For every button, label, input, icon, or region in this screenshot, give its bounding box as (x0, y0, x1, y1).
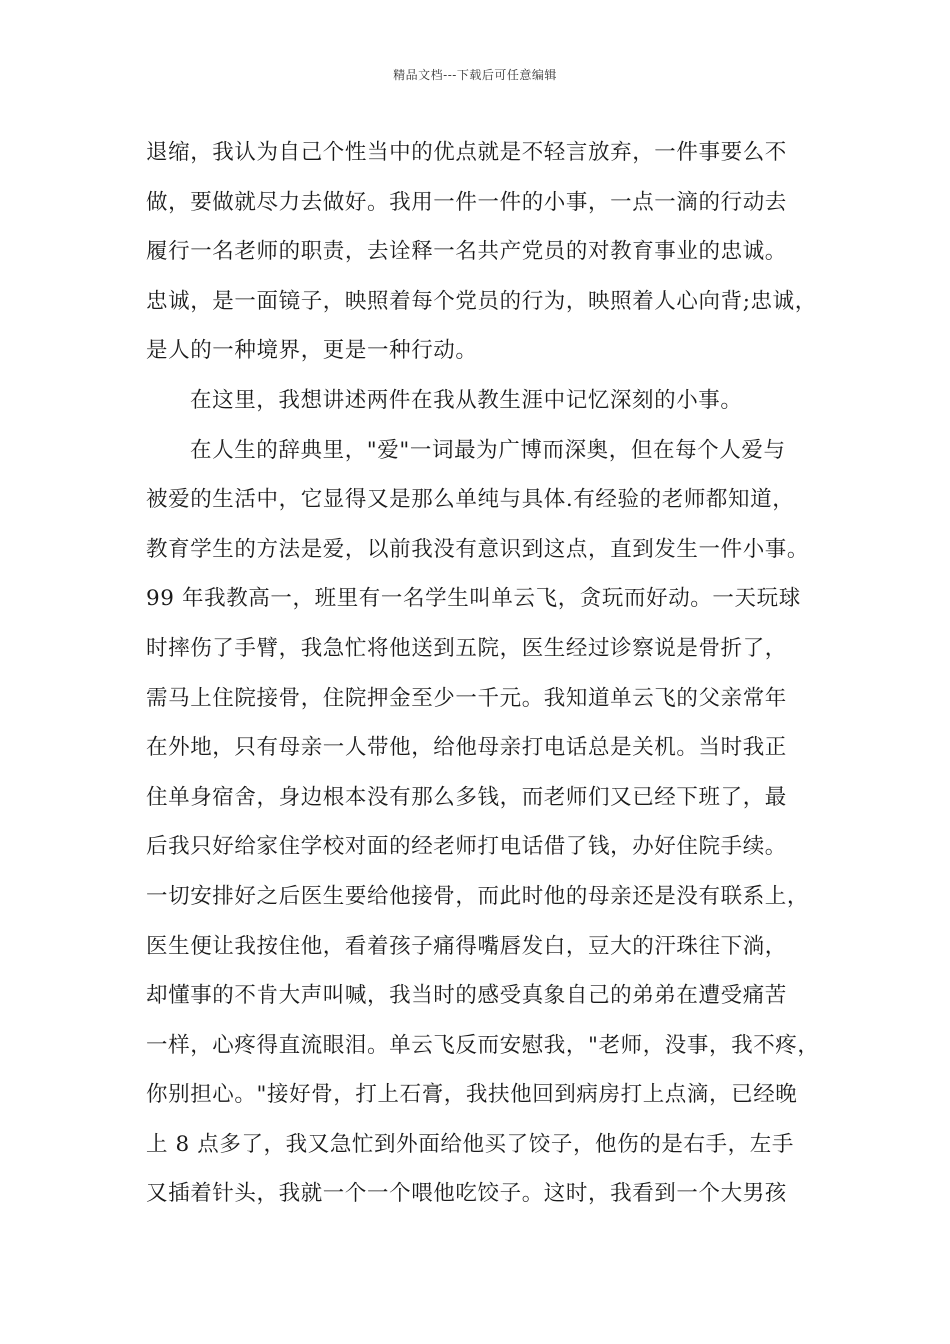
text-line: 在外地，只有母亲一人带他，给他母亲打电话总是关机。当时我正 (146, 735, 787, 761)
text-line: 需马上住院接骨，住院押金至少一千元。我知道单云飞的父亲常年 (146, 685, 787, 711)
text-line: 一切安排好之后医生要给他接骨，而此时他的母亲还是没有联系上， (146, 883, 810, 909)
text-line: 做，要做就尽力去做好。我用一件一件的小事，一点一滴的行动去 (146, 189, 787, 215)
document-body (146, 128, 820, 1219)
text-line: 教育学生的方法是爱，以前我没有意识到这点，直到发生一件小事。 (146, 536, 810, 562)
text-line: 履行一名老师的职责，去诠释一名共产党员的对教育事业的忠诚。 (146, 239, 787, 265)
text-line: 你别担心。"接好骨，打上石膏，我扶他回到病房打上点滴，已经晚 (146, 1082, 798, 1108)
text-line: 住单身宿舍，身边根本没有那么多钱，而老师们又已经下班了，最 (146, 784, 787, 810)
text-line: 又插着针头，我就一个一个喂他吃饺子。这时，我看到一个大男孩 (146, 1181, 787, 1207)
paragraph-start-line: 在人生的辞典里，"爱"一词最为广博而深奥，但在每个人爱与 (190, 437, 786, 463)
text-line: 99 年我教高一，班里有一名学生叫单云飞，贪玩而好动。一天玩球 (146, 586, 801, 612)
text-line: 一样，心疼得直流眼泪。单云飞反而安慰我，"老师，没事，我不疼， (146, 1032, 820, 1058)
text-line: 忠诚，是一面镜子，映照着每个党员的行为，映照着人心向背;忠诚， (146, 288, 817, 314)
text-line: 上 8 点多了，我又急忙到外面给他买了饺子，他伤的是右手，左手 (146, 1131, 794, 1157)
text-line: 医生便让我按住他，看着孩子痛得嘴唇发白，豆大的汗珠往下淌， (146, 933, 787, 959)
text-line: 被爱的生活中，它显得又是那么单纯与具体.有经验的老师都知道， (146, 487, 795, 513)
page-header: 精品文档---下载后可任意编辑 (393, 68, 557, 82)
text-line: 后我只好给家住学校对面的经老师打电话借了钱，办好住院手续。 (146, 834, 787, 860)
paragraph-start-line: 在这里，我想讲述两件在我从教生涯中记忆深刻的小事。 (190, 387, 743, 413)
text-line: 是人的一种境界，更是一种行动。 (146, 338, 478, 364)
text-line: 时摔伤了手臂，我急忙将他送到五院，医生经过诊察说是骨折了， (146, 635, 787, 661)
text-line: 退缩，我认为自己个性当中的优点就是不轻言放弃，一件事要么不 (146, 140, 787, 165)
text-line: 却懂事的不肯大声叫喊，我当时的感受真象自己的弟弟在遭受痛苦 (146, 983, 787, 1009)
